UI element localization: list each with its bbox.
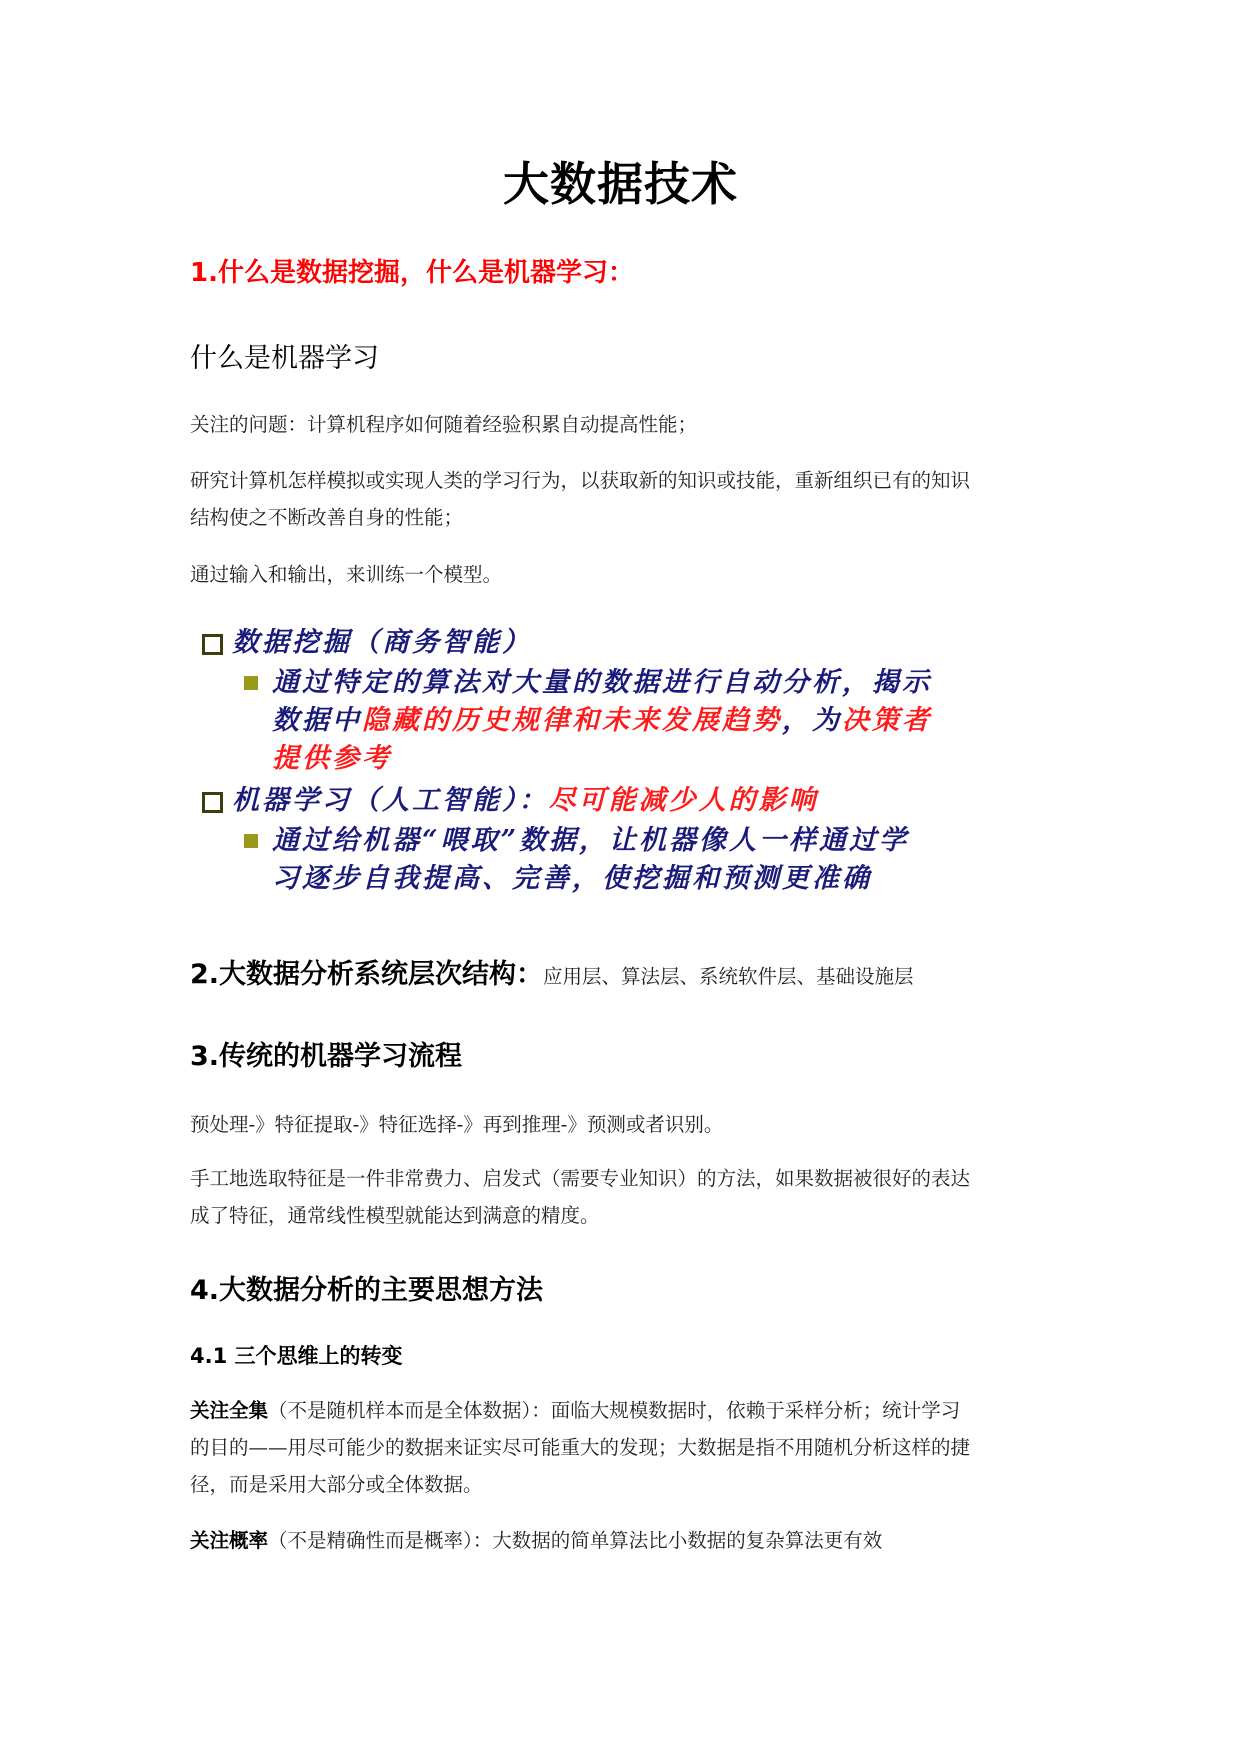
section4-subheading: 4.1 三个思维上的转变 [190,1344,403,1368]
section3-paragraph-2 [190,1160,1070,1234]
ml-paragraph-3: 通过输入和输出，来训练一个模型。 [190,563,503,586]
section2-text: 应用层、算法层、系统软件层、基础设施层 [543,965,914,988]
ml-paragraph-1: 关注的问题：计算机程序如何随着经验积累自动提高性能； [190,413,698,436]
slide-item2-title [232,778,819,817]
slide-item2-title-b: 尽可能减少人的影响 [548,785,819,816]
slide-item2-title-a: 机器学习（人工智能）： [232,785,549,816]
section4-p1-line-3: 径，而是采用大部分或全体数据。 [190,1473,483,1496]
section4-paragraph-2 [190,1522,1070,1559]
section4-paragraph-1 [190,1392,1070,1503]
section1-heading: 1.什么是数据挖掘，什么是机器学习： [190,258,634,288]
section4-heading: 4.大数据分析的主要思想方法 [190,1275,544,1306]
section4-p2-line-1: （不是精确性而是概率）：大数据的简单算法比小数据的复杂算法更有效 [268,1529,883,1552]
hollow-square-bullet-icon [202,792,223,813]
section3-paragraph-2-line-1: 手工地选取特征是一件非常费力、启发式（需要专业知识）的方法，如果数据被很好的表达 [190,1167,971,1190]
hollow-square-bullet-icon [202,634,223,655]
slide-item1-sub-line-2c: ，为 [782,705,842,736]
section2-heading-row [190,952,914,991]
ml-paragraph-2 [190,462,1070,536]
slide-item2-sub-line-2: 习逐步自我提高、完善，使挖掘和预测更准确 [272,863,872,894]
section3-paragraph-1: 预处理-》特征提取-》特征选择-》再到推理-》预测或者识别。 [190,1113,724,1136]
filled-square-bullet-icon [244,676,258,690]
ml-paragraph-2-line-2: 结构使之不断改善自身的性能； [190,506,464,529]
section3-heading: 3.传统的机器学习流程 [190,1041,463,1072]
section4-p1-line-2: 的目的——用尽可能少的数据来证实尽可能重大的发现；大数据是指不用随机分析这样的捷 [190,1436,971,1459]
section4-p1-bold: 关注全集 [190,1399,269,1422]
slide-item1-sub-line-3: 提供参考 [272,743,392,774]
ml-heading: 什么是机器学习 [190,343,379,374]
slide-item1-sub-line-2a: 数据中 [272,705,362,736]
slide-item1-sub-line-2d: 决策者 [842,705,932,736]
filled-square-bullet-icon [244,834,258,848]
slide-item1-sub-line-2 [272,698,932,737]
ml-paragraph-2-line-1: 研究计算机怎样模拟或实现人类的学习行为，以获取新的知识或技能，重新组织已有的知识 [190,469,971,492]
section3-paragraph-2-line-2: 成了特征，通常线性模型就能达到满意的精度。 [190,1204,600,1227]
slide-item1-sub-line-1: 通过特定的算法对大量的数据进行自动分析，揭示 [272,667,932,698]
slide-item2-sub-line-1: 通过给机器“喂取”数据，让机器像人一样通过学 [272,825,910,856]
section4-p2-bold: 关注概率 [190,1529,269,1552]
page-title: 大数据技术 [503,157,738,211]
section4-p1-line-1: （不是随机样本而是全体数据）：面临大规模数据时，依赖于采样分析；统计学习 [268,1399,961,1422]
slide-item1-title: 数据挖掘（商务智能） [232,627,532,658]
slide-item1-sub-line-2b: 隐藏的历史规律和未来发展趋势 [362,705,782,736]
section2-heading: 2.大数据分析系统层次结构： [190,959,544,990]
